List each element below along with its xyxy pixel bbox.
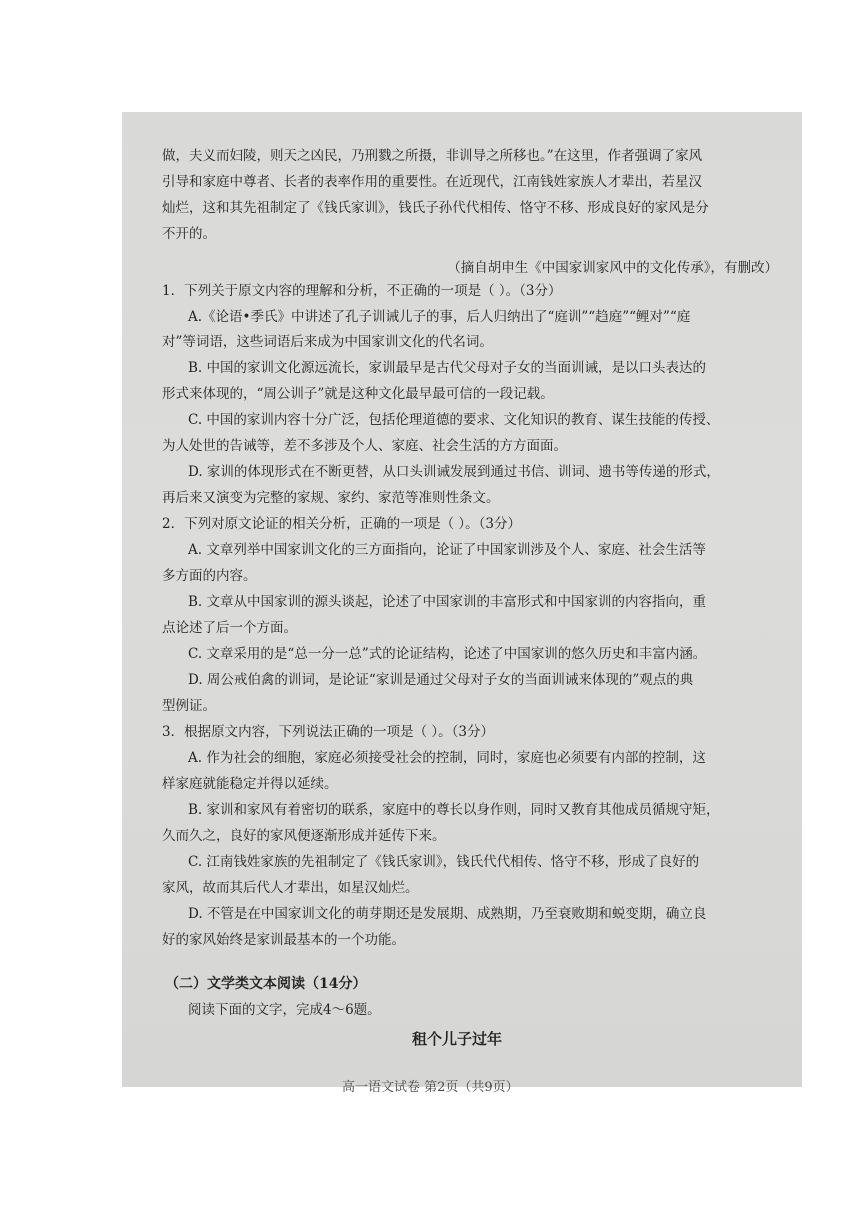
- passage-line: 做，夫义而妇陵，则天之凶民，乃刑戮之所摄，非训导之所移也。”在这里，作者强调了家风: [162, 148, 703, 164]
- question-1-option-c: C. 中国的家训内容十分广泛，包括伦理道德的要求、文化知识的教育、谋生技能的传授、: [188, 412, 720, 428]
- question-3-option-a-cont: 样家庭就能稳定并得以延续。: [162, 776, 338, 792]
- question-2-option-a: A. 文章列举中国家训文化的三方面指向，论证了中国家训涉及个人、家庭、社会生活等: [188, 542, 706, 558]
- question-3-option-d: D. 不管是在中国家训文化的萌芽期还是发展期、成熟期，乃至衰败期和蜕变期，确立良: [188, 906, 707, 922]
- question-3-stem: 3．根据原文内容，下列说法正确的一项是（ ）。（3分）: [162, 724, 494, 740]
- question-2-stem: 2．下列对原文论证的相关分析，正确的一项是（ ）。（3分）: [162, 516, 521, 532]
- question-1-option-c-cont: 为人处世的告诫等，差不多涉及个人、家庭、社会生活的方方面面。: [162, 438, 567, 454]
- question-2-option-d-cont: 型例证。: [162, 698, 216, 714]
- question-3-option-b: B. 家训和家风有着密切的联系，家庭中的尊长以身作则，同时又教育其他成员循规守矩，: [188, 802, 720, 818]
- section-heading: （二）文学类文本阅读（14分）: [165, 976, 367, 992]
- question-1-option-d-cont: 再后来又演变为完整的家规、家约、家范等准则性条文。: [162, 490, 500, 506]
- question-3-option-c: C. 江南钱姓家族的先祖制定了《钱氏家训》，钱氏代代相传、恪守不移，形成了良好的: [188, 854, 700, 870]
- question-1-option-a: A.《论语•季氏》中讲述了孔子训诫儿子的事，后人归纳出了“庭训”“趋庭”“鲤对”“庭: [188, 309, 691, 325]
- question-3-option-d-cont: 好的家风始终是家训最基本的一个功能。: [162, 932, 405, 948]
- page-footer: 高一语文试卷 第2页（共9页）: [342, 1080, 519, 1095]
- question-1-option-b: B. 中国的家训文化源远流长，家训最早是古代父母对子女的当面训诫，是以口头表达的: [188, 360, 707, 376]
- question-2-option-b-cont: 点论述了后一个方面。: [162, 620, 297, 636]
- question-2-option-d: D. 周公戒伯禽的训词，是论证“家训是通过父母对子女的当面训诫来体现的”观点的典: [188, 672, 694, 688]
- passage-source: （摘自胡申生《中国家训家风中的文化传承》，有删改）: [447, 260, 778, 276]
- question-2-option-a-cont: 多方面的内容。: [162, 568, 257, 584]
- question-1-option-b-cont: 形式来体现的，“周公训子”就是这种文化最早最可信的一段记载。: [162, 386, 554, 402]
- story-title: 租个儿子过年: [412, 1030, 503, 1048]
- passage-line: 灿烂，这和其先祖制定了《钱氏家训》，钱氏子孙代代相传、恪守不移、形成良好的家风是分: [162, 200, 709, 216]
- passage-line: 引导和家庭中尊者、长者的表率作用的重要性。在近现代，江南钱姓家族人才辈出，若星汉: [162, 174, 702, 190]
- passage-line: 不开的。: [162, 226, 216, 242]
- question-2-option-b: B. 文章从中国家训的源头谈起，论述了中国家训的丰富形式和中国家训的内容指向，重: [188, 594, 707, 610]
- question-1-option-d: D. 家训的体现形式在不断更替，从口头训诫发展到通过书信、训词、遗书等传递的形式，: [188, 464, 720, 480]
- question-3-option-a: A. 作为社会的细胞，家庭必须接受社会的控制，同时，家庭也必须要有内部的控制，这: [188, 750, 706, 766]
- question-1-option-a-cont: 对”等词语，这些词语后来成为中国家训文化的代名词。: [162, 334, 493, 350]
- section-instruction: 阅读下面的文字，完成4～6题。: [188, 1002, 381, 1018]
- question-3-option-b-cont: 久而久之，良好的家风便逐渐形成并延传下来。: [162, 828, 446, 844]
- question-1-stem: 1．下列关于原文内容的理解和分析，不正确的一项是（ ）。（3分）: [162, 283, 562, 299]
- question-2-option-c: C. 文章采用的是“总一分一总”式的论证结构，论述了中国家训的悠久历史和丰富内涵。: [188, 646, 707, 662]
- exam-page: [122, 112, 802, 1095]
- question-3-option-c-cont: 家风，故而其后代人才辈出，如星汉灿烂。: [162, 880, 419, 896]
